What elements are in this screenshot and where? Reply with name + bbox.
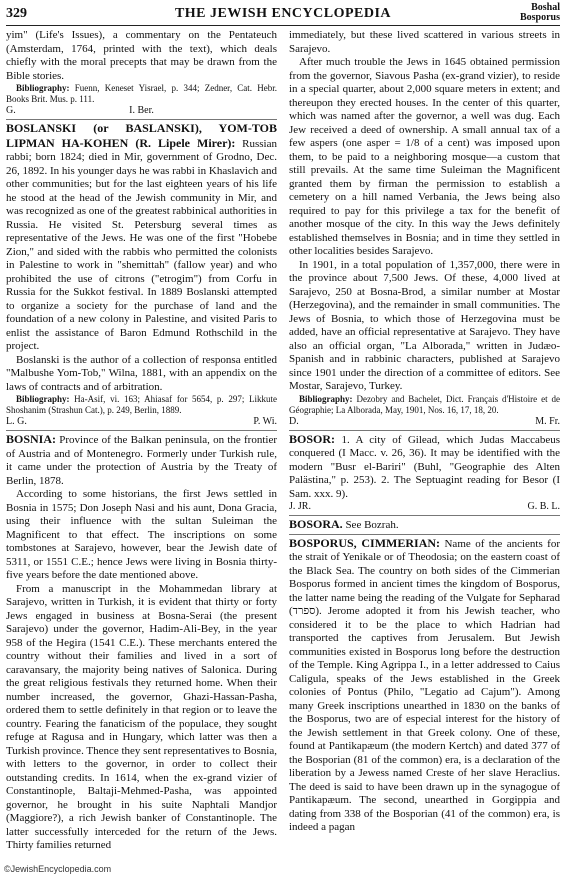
catchword-first: Boshal (531, 2, 560, 13)
page-number: 329 (6, 6, 27, 21)
article-divider (289, 515, 560, 516)
article-bosora: BOSORA. See Bozrah. (289, 517, 399, 531)
headword: BOSPORUS, CIMMERIAN: (289, 535, 441, 550)
left-column (6, 29, 277, 864)
running-title: THE JEWISH ENCYCLOPEDIA (174, 6, 392, 21)
signature-line: L. G. P. Wi. (6, 416, 277, 427)
catchwords (520, 3, 560, 23)
headword: BOSLANSKI (or BASLANSKI), YOM-TOB LIPMAN HA-KOHEN (R. Lipele Mirer): (6, 121, 277, 150)
right-column (289, 29, 560, 864)
copyright-footer: ©JewishEncyclopedia.com (4, 864, 112, 874)
page-header (6, 3, 560, 26)
continued-text: yim" (Life's Issues), a commentary on the Pentateuch (Amsterdam, 1764, printed with the text), which deals chiefly with the moral precepts that may be drawn from the Bible stories. (6, 29, 277, 82)
bibliography: Bibliography: Dezobry and Bachelet, Dict. Français d'Histoire et de Géographie; La Alborada, May, 1901, Nos. 16, 17, 18, 20. (289, 393, 560, 415)
article-divider (6, 119, 277, 120)
bibliography: Bibliography: Fuenn, Keneset Yisrael, p. 344; Zedner, Cat. Hebr. Books Brit. Mus. p. 111. (6, 83, 277, 104)
catchword-last: Bosporus (519, 12, 560, 23)
article-paragraph: After much trouble the Jews in 1645 obtained permission from the governor, Siavous Pasha (ex-grand vizier), to reside in a special quarter, about 2,000 square meters in extent; and thereupon they erected houses. In the center of this quarter, which was named after the governor, a well was dug. Each Jew received a deed of ownership. A small annual tax of a few aspers (one asper = 1/8 of a cent) was imposed upon them, to be paid to a neighboring mosque—a custom that still prevails. At the same time Suleiman the Magnificent granted them by firman the permission to establish a cemetery on a hill named Verbania, the Jews being also required to pay for this privilege a tax for the benefit of another mosque of the city. In this way the Jews definitely established themselves in Bosnia; and in time they settled in other localities besides Sarajevo. (289, 56, 560, 257)
headword: BOSORA. (289, 517, 343, 531)
article-bosor: BOSOR: 1. A city of Gilead, which Judas Maccabeus conquered (I Macc. v. 26, 36). It may be identified with the modern "Busr el-Bariri" (Buhl, "Geographie des Alten Palästina," p. 253). 2. The Septuagint reading for Besor (I Sam. xxx. 9). (289, 431, 560, 500)
signature-line: J. JR. G. B. L. (289, 501, 560, 512)
signature-line: G. I. Ber. (6, 105, 154, 116)
article-divider (289, 534, 560, 535)
headword: BOSOR: (289, 431, 336, 446)
article-bosnia: BOSNIA: Province of the Balkan peninsula, on the frontier of Austria and of Montenegro. Formerly under Turkish rule, it came under the protection of Austria by the Treaty of Berlin, 1878. (6, 432, 277, 487)
article-paragraph: Boslanski is the author of a collection of responsa entitled "Malbushe Yom-Tob," Wilna, 1881, with an appendix on the laws of contracts and of arbitration. (6, 353, 277, 393)
continued-text: immediately, but these lived scattered in various streets in Sarajevo. (289, 29, 560, 55)
article-paragraph: From a manuscript in the Mohammedan library at Sarajevo, written in Turkish, it is evident that thirty or forty Jews engaged in business at Bosna-Serai (the present Sarajevo) under the governor, Hadim-Ali-Bey, in the year 958 of the Hegira (1541 C.E.). These merchants entered the country without their families and lived in a sort of caravansary, the majority being natives of Salonica. During the great religious festivals they returned home. When their number increased, the governor, Ghazi-Hassan-Pasha, ordered them to settle definitely in that region or to leave the country. Fearing the fanaticism of the populace, they sought refuge at Ragusa and in Hungary, which latter was then a Turkish province. Thence they sent representatives to Bosnia, with letters to the governor, in order to collect their outstanding credits. In 1614, when the ex-grand vizier of Constantinople, Baltaji-Mehmed-Pasha, was appointed governor, he brought in his suite Naphtali Mandjor (Maggiore?), a rich Jewish banker of Constantinople. The latter successfully interceded for the return of the Jews. Thirty families returned (6, 582, 277, 851)
article-paragraph: According to some historians, the first Jews settled in Bosnia in 1575; Don Joseph Nasi and his aunt, Dona Gracia, using their influence with the sultan Suleiman the Magnificent to that effect. The inscriptions on some tombstones at Sarajevo, however, bear the Jewish date of 5311, or 1551 C.E.; hence Jews were living in Bosnia thirty-five years before the date mentioned above. (6, 488, 277, 581)
bibliography: Bibliography: Ha-Asif, vi. 163; Ahiasaf for 5654, p. 297; Likkute Shoshanim (Strashun Cat.), p. 249, Berlin, 1889. (6, 394, 277, 415)
article-boslanski: BOSLANSKI (or BASLANSKI), YOM-TOB LIPMAN HA-KOHEN (R. Lipele Mirer): Russian rabbi; born 1824; died in Mir, government of Grodno, Dec. 26, 1892. In his younger days he was rabbi in Khaslavich and other communities; but for the last eighteen years of his life he stood at the head of the Jewish community in Mir, and was recognized as one of the greatest rabbinical authorities in Russia. He visited St. Petersburg several times as representative of the Jews. He was one of the first "Hobebe Zion," and sided with the rabbis who permitted the colonists in Palestine to work in "shemittah" (fallow year) and who prohibited the use of citrons ("etrogim") from Corfu in Russia for the Sukkot festival. In 1889 Boslanski attempted to organize a society for the purchase of land and the foundation of a new colony in Palestine, and visited Paris to enlist the assistance of Baron Edmund Rothschild in the project. (6, 121, 277, 352)
headword: BOSNIA: (6, 432, 57, 446)
article-divider (6, 430, 277, 431)
article-divider (289, 430, 560, 431)
article-paragraph: In 1901, in a total population of 1,357,000, there were in the province about 7,500 Jews. Of these, 4,000 lived at Sarajevo, 250 at Bosna-Brod, a similar number at Mostar (Herzegovina), and the remainder in small communities. The Jews of Bosnia, to which those of Herzegovina must be added, have an official representative at Sarajevo. They have also an official organ, "La Alborada," written in Judæo-Spanish and in rabbinic characters, published at Sarajevo since 1901 under the direction of a committee of editors. See Mostar, Sarajevo, Turkey. (289, 258, 560, 392)
article-bosporus: BOSPORUS, CIMMERIAN: Name of the ancients for the strait of Yenikale or of Theodosia; on the eastern coast of the Black Sea. The country on both sides of the Cimmerian Bosporus formed in ancient times the kingdom of Bosporus, the latter name being the reading of the Vulgate for Sepharad (ספרד). Jerome adopted it from his Jewish teacher, who considered it to be the place to which Hadrian had transported the captives from Jerusalem. But Jewish communities existed in Bosporus long before the destruction of the Temple. King Agrippa I., in a letter addressed to Caius Caligula, speaks of the Jews established in the Greek colonies of Pontus (Philo, "Legatio ad Cajum"). Among many Greek inscriptions unearthed in 1830 on the banks of the Bosporus, two are of especial interest for the history of the Jewish settlement in that Greek colony. One of these, found at Pantikapæum (the modern Kertch) and dated 377 of the Bosporian (81 of the common) era, is a declaration of the liberation by a Jewess named Creste of her slave Heraclius. The deed is said to have been drawn up in the synagogue of Pantikapæum. The second, unearthed in Gorgippia and dating from 338 of the Bosporian (41 of the common) era, is indeed a pagan (289, 535, 560, 833)
signature-line: D. M. Fr. (289, 415, 560, 427)
